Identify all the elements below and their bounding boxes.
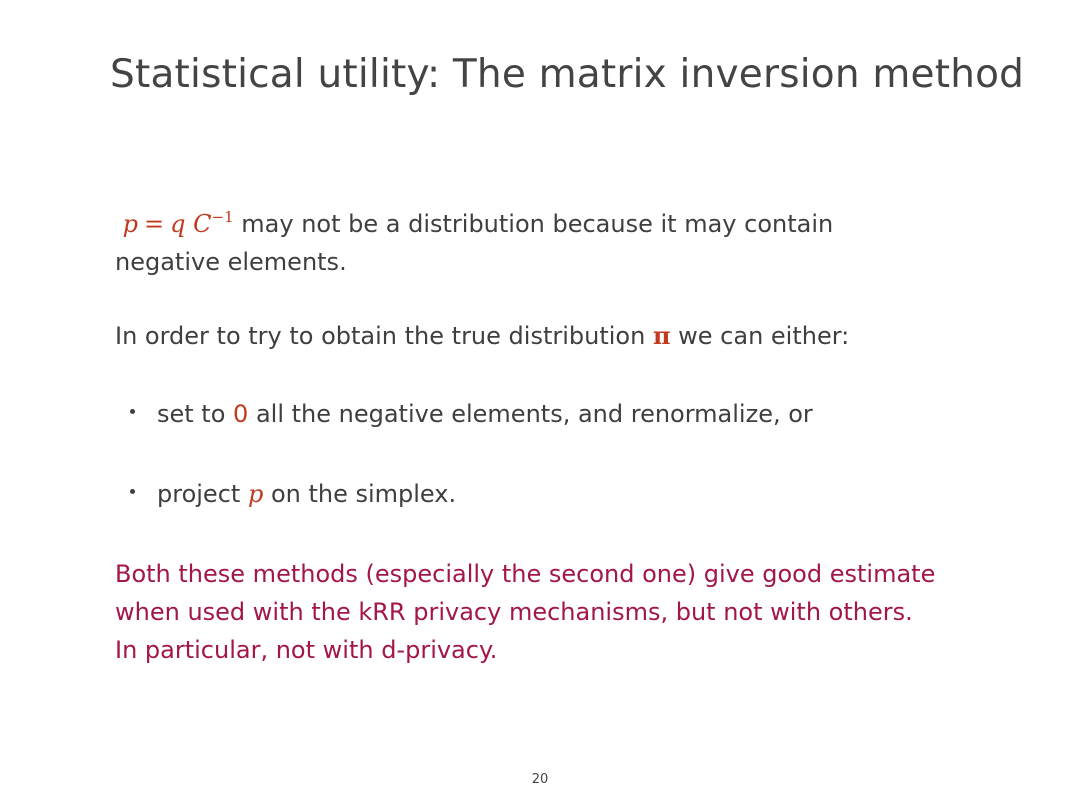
paragraph-2-before: In order to try to obtain the true distribution bbox=[115, 322, 653, 350]
paragraph-2-after: we can either: bbox=[670, 322, 850, 350]
note-paragraph bbox=[115, 555, 935, 669]
bullet-item-project bbox=[130, 475, 456, 513]
bullet-2-after: on the simplex. bbox=[263, 480, 457, 508]
bullet-item-set-zero bbox=[130, 395, 813, 433]
formula-p: p bbox=[122, 210, 139, 238]
paragraph-1-text: may not be a distribution because it may contain bbox=[233, 210, 834, 238]
paragraph-inverse-formula bbox=[115, 198, 833, 281]
formula-q: q bbox=[170, 210, 186, 238]
page-number: 20 bbox=[531, 772, 549, 787]
bullet-2-highlight: p bbox=[247, 480, 264, 508]
formula-c: C bbox=[193, 210, 212, 238]
formula-equals: = bbox=[144, 210, 165, 238]
note-line: In particular, not with d-privacy. bbox=[115, 636, 498, 664]
note-line: when used with the kRR privacy mechanisms, but not with others. bbox=[115, 598, 913, 626]
paragraph-true-distribution bbox=[115, 317, 849, 355]
bullet-dot-icon bbox=[130, 409, 135, 414]
bullet-1-before: set to bbox=[157, 400, 234, 428]
bullet-1-after: all the negative elements, and renormalize, or bbox=[248, 400, 813, 428]
note-line: Both these methods (especially the second one) give good estimate bbox=[115, 560, 936, 588]
formula-exponent: −1 bbox=[211, 208, 234, 226]
pi-symbol: π bbox=[652, 321, 671, 350]
paragraph-line-1 bbox=[115, 198, 833, 243]
slide-title: Statistical utility: The matrix inversion method bbox=[110, 52, 1025, 97]
bullet-1-highlight: 0 bbox=[233, 400, 249, 428]
bullet-dot-icon bbox=[130, 489, 135, 494]
paragraph-line-2: negative elements. bbox=[115, 248, 347, 276]
bullet-2-before: project bbox=[157, 480, 248, 508]
